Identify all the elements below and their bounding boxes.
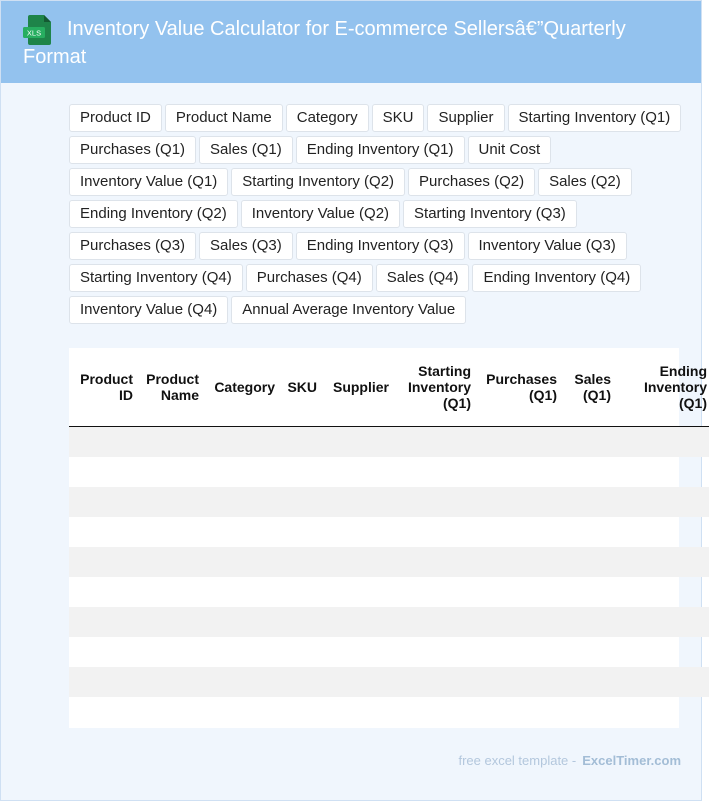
column-chip[interactable]: Unit Cost bbox=[468, 136, 552, 164]
table-cell[interactable] bbox=[319, 577, 391, 607]
table-cell[interactable] bbox=[201, 457, 277, 487]
table-cell[interactable] bbox=[135, 427, 201, 458]
column-chip[interactable]: Ending Inventory (Q3) bbox=[296, 232, 465, 260]
table-row bbox=[69, 547, 709, 577]
table-cell[interactable] bbox=[613, 547, 709, 577]
table-cell[interactable] bbox=[319, 457, 391, 487]
table-cell[interactable] bbox=[559, 427, 613, 458]
table-cell[interactable] bbox=[473, 667, 559, 697]
column-header[interactable]: Starting Inventory (Q1) bbox=[391, 348, 473, 427]
table-row bbox=[69, 487, 709, 517]
column-header[interactable]: Category bbox=[201, 348, 277, 427]
table-row bbox=[69, 667, 709, 697]
column-header[interactable]: SKU bbox=[277, 348, 319, 427]
table-cell[interactable] bbox=[559, 667, 613, 697]
table-row bbox=[69, 697, 709, 727]
table-cell[interactable] bbox=[201, 487, 277, 517]
table-cell[interactable] bbox=[69, 577, 135, 607]
table-cell[interactable] bbox=[277, 487, 319, 517]
table-cell[interactable] bbox=[391, 697, 473, 727]
table-cell[interactable] bbox=[391, 637, 473, 667]
column-chip[interactable]: Purchases (Q3) bbox=[69, 232, 196, 260]
column-chip[interactable]: Product ID bbox=[69, 104, 162, 132]
table-cell[interactable] bbox=[201, 577, 277, 607]
column-chip[interactable]: Starting Inventory (Q2) bbox=[231, 168, 405, 196]
column-chip[interactable]: Supplier bbox=[427, 104, 504, 132]
table-row bbox=[69, 637, 709, 667]
column-chip[interactable]: Purchases (Q2) bbox=[408, 168, 535, 196]
column-chip[interactable]: Sales (Q2) bbox=[538, 168, 632, 196]
table-cell[interactable] bbox=[559, 457, 613, 487]
table-cell[interactable] bbox=[473, 697, 559, 727]
table-cell[interactable] bbox=[69, 607, 135, 637]
table-cell[interactable] bbox=[391, 427, 473, 458]
table-cell[interactable] bbox=[135, 457, 201, 487]
table-cell[interactable] bbox=[277, 427, 319, 458]
table-cell[interactable] bbox=[559, 517, 613, 547]
table-cell[interactable] bbox=[319, 607, 391, 637]
inventory-table-wrap bbox=[69, 348, 707, 728]
column-chip[interactable]: Sales (Q1) bbox=[199, 136, 293, 164]
column-header[interactable]: Supplier bbox=[319, 348, 391, 427]
column-chip[interactable]: SKU bbox=[372, 104, 425, 132]
table-cell[interactable] bbox=[473, 487, 559, 517]
table-cell[interactable] bbox=[135, 607, 201, 637]
footer-text: free excel template - bbox=[458, 753, 577, 768]
table-cell[interactable] bbox=[69, 697, 135, 727]
table-cell[interactable] bbox=[69, 547, 135, 577]
table-cell[interactable] bbox=[319, 637, 391, 667]
table-cell[interactable] bbox=[473, 457, 559, 487]
table-cell[interactable] bbox=[69, 637, 135, 667]
table-cell[interactable] bbox=[391, 547, 473, 577]
table-cell[interactable] bbox=[201, 547, 277, 577]
table-cell[interactable] bbox=[69, 487, 135, 517]
column-chip[interactable]: Sales (Q4) bbox=[376, 264, 470, 292]
table-cell[interactable] bbox=[319, 547, 391, 577]
column-chip[interactable]: Inventory Value (Q3) bbox=[468, 232, 627, 260]
table-cell[interactable] bbox=[69, 517, 135, 547]
table-cell[interactable] bbox=[559, 487, 613, 517]
table-cell[interactable] bbox=[473, 427, 559, 458]
column-chip[interactable]: Starting Inventory (Q1) bbox=[508, 104, 682, 132]
column-chip[interactable]: Sales (Q3) bbox=[199, 232, 293, 260]
column-chip[interactable]: Starting Inventory (Q4) bbox=[69, 264, 243, 292]
column-header[interactable]: Product Name bbox=[135, 348, 201, 427]
column-chip[interactable]: Inventory Value (Q2) bbox=[241, 200, 400, 228]
column-chip[interactable]: Ending Inventory (Q1) bbox=[296, 136, 465, 164]
table-cell[interactable] bbox=[613, 577, 709, 607]
table-cell[interactable] bbox=[135, 577, 201, 607]
column-chip[interactable]: Purchases (Q4) bbox=[246, 264, 373, 292]
table-cell[interactable] bbox=[201, 427, 277, 458]
column-header[interactable]: Product ID bbox=[69, 348, 135, 427]
column-header[interactable]: Sales (Q1) bbox=[559, 348, 613, 427]
table-cell[interactable] bbox=[613, 517, 709, 547]
table-cell[interactable] bbox=[473, 607, 559, 637]
table-cell[interactable] bbox=[201, 517, 277, 547]
table-cell[interactable] bbox=[473, 517, 559, 547]
table-cell[interactable] bbox=[135, 667, 201, 697]
table-cell[interactable] bbox=[613, 667, 709, 697]
table-row bbox=[69, 457, 709, 487]
table-cell[interactable] bbox=[559, 547, 613, 577]
table-cell[interactable] bbox=[319, 517, 391, 547]
table-cell[interactable] bbox=[319, 697, 391, 727]
table-row bbox=[69, 607, 709, 637]
column-header[interactable]: Purchases (Q1) bbox=[473, 348, 559, 427]
table-header-row bbox=[69, 348, 709, 427]
table-cell[interactable] bbox=[319, 427, 391, 458]
table-row bbox=[69, 427, 709, 458]
table-cell[interactable] bbox=[473, 547, 559, 577]
column-chip-list bbox=[69, 104, 701, 324]
table-cell[interactable] bbox=[391, 457, 473, 487]
table-cell[interactable] bbox=[391, 607, 473, 637]
table-cell[interactable] bbox=[277, 697, 319, 727]
table-cell[interactable] bbox=[69, 457, 135, 487]
table-cell[interactable] bbox=[473, 577, 559, 607]
table-cell[interactable] bbox=[613, 457, 709, 487]
table-cell[interactable] bbox=[391, 667, 473, 697]
page-title: Inventory Value Calculator for E-commerce Sellersâ€”Quarterly Format bbox=[23, 18, 626, 68]
table-cell[interactable] bbox=[135, 547, 201, 577]
table-cell[interactable] bbox=[277, 517, 319, 547]
column-chip[interactable]: Product Name bbox=[165, 104, 283, 132]
column-chip[interactable]: Ending Inventory (Q4) bbox=[472, 264, 641, 292]
table-cell[interactable] bbox=[135, 697, 201, 727]
table-cell[interactable] bbox=[613, 697, 709, 727]
table-cell[interactable] bbox=[613, 487, 709, 517]
table-cell[interactable] bbox=[277, 457, 319, 487]
column-chip[interactable]: Purchases (Q1) bbox=[69, 136, 196, 164]
table-cell[interactable] bbox=[559, 697, 613, 727]
table-cell[interactable] bbox=[613, 637, 709, 667]
table-row bbox=[69, 577, 709, 607]
table-cell[interactable] bbox=[559, 577, 613, 607]
table-cell[interactable] bbox=[69, 667, 135, 697]
column-chip[interactable]: Inventory Value (Q4) bbox=[69, 296, 228, 324]
table-cell[interactable] bbox=[319, 487, 391, 517]
table-cell[interactable] bbox=[391, 577, 473, 607]
column-chip[interactable]: Category bbox=[286, 104, 369, 132]
column-chip[interactable]: Annual Average Inventory Value bbox=[231, 296, 466, 324]
table-cell[interactable] bbox=[391, 487, 473, 517]
table-cell[interactable] bbox=[559, 637, 613, 667]
table-cell[interactable] bbox=[135, 637, 201, 667]
column-chip[interactable]: Starting Inventory (Q3) bbox=[403, 200, 577, 228]
table-cell[interactable] bbox=[559, 607, 613, 637]
footer-brand-link[interactable]: ExcelTimer.com bbox=[582, 753, 681, 768]
table-cell[interactable] bbox=[277, 607, 319, 637]
table-cell[interactable] bbox=[135, 487, 201, 517]
table-cell[interactable] bbox=[135, 517, 201, 547]
table-cell[interactable] bbox=[391, 517, 473, 547]
table-cell[interactable] bbox=[69, 427, 135, 458]
page-header bbox=[1, 1, 701, 83]
footer-credit bbox=[458, 753, 681, 768]
table-cell[interactable] bbox=[201, 607, 277, 637]
table-cell[interactable] bbox=[201, 697, 277, 727]
table-cell[interactable] bbox=[277, 667, 319, 697]
table-cell[interactable] bbox=[277, 547, 319, 577]
table-cell[interactable] bbox=[319, 667, 391, 697]
svg-text:XLS: XLS bbox=[26, 28, 42, 38]
table-cell[interactable] bbox=[201, 667, 277, 697]
table-row bbox=[69, 517, 709, 547]
table-cell[interactable] bbox=[613, 607, 709, 637]
column-chip[interactable]: Inventory Value (Q1) bbox=[69, 168, 228, 196]
table-cell[interactable] bbox=[277, 637, 319, 667]
column-chip[interactable]: Ending Inventory (Q2) bbox=[69, 200, 238, 228]
table-cell[interactable] bbox=[473, 637, 559, 667]
inventory-table bbox=[69, 348, 709, 727]
column-header[interactable]: Ending Inventory (Q1) bbox=[613, 348, 709, 427]
table-cell[interactable] bbox=[277, 577, 319, 607]
table-cell[interactable] bbox=[613, 427, 709, 458]
table-cell[interactable] bbox=[201, 637, 277, 667]
